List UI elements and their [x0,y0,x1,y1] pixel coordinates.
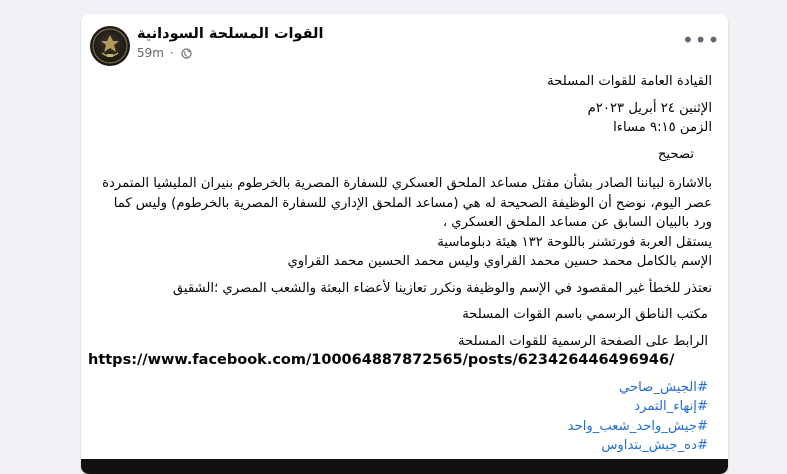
meta-separator: · [169,46,174,60]
page-avatar[interactable] [90,26,130,66]
post-card [81,14,728,474]
post-line: ورد بالبيان السابق عن مساعد الملحق العسكري ، [442,215,712,230]
post-body [88,72,712,456]
post-time[interactable]: 59m [137,46,164,60]
more-options-icon[interactable]: ••• [682,28,721,52]
post-line: الرابط على الصفحة الرسمية للقوات المسلحة [457,333,708,349]
post-meta [137,46,192,62]
post-line: عصر اليوم، نوضح أن الوظيفة الصحيحة له هي (مساعد الملحق الإداري للسفارة المصرية بالخرطوم) وليس كما [113,195,712,211]
post-line: الزمن ٩:١٥ مساءا [613,120,712,135]
army-emblem-icon [90,26,130,66]
post-line: مكتب الناطق الرسمي باسم القوات المسلحة [462,307,708,322]
post-line: الإثنين ٢٤ أبريل ٢٠٢٣م [587,100,712,116]
post-line: القيادة العامة للقوات المسلحة [547,74,712,89]
globe-icon[interactable] [181,48,192,62]
page-name[interactable]: القوات المسلحة السودانية [137,26,324,42]
post-header [81,14,728,72]
post-line: يستقل العربة فورتشنر باللوحة ١٣٢ هيئة دبلوماسية [437,234,712,250]
post-line: نعتذر للخطأ غير المقصود في الإسم والوظيفة ونكرر تعازينا لأعضاء البعثة والشعب المصري ؛الشقيق [172,280,712,296]
post-link[interactable]: https://www.facebook.com/100064887872565/posts/623426446496946/ [88,352,675,368]
post-line: الإسم بالكامل محمد حسين محمد القراوي وليس محمد الحسين محمد القراوي [287,254,712,269]
hashtag-link[interactable]: #ده_جيش_بتداوس [601,438,708,453]
hashtag-link[interactable]: #جيش_واحد_شعب_واحد [567,418,708,434]
hashtag-link[interactable]: #إنهاء_التمرد [634,399,708,414]
post-line: بالاشارة لبياننا الصادر بشأن مقتل مساعد الملحق العسكري للسفارة المصرية بالخرطوم بنيران المليشيا المتمردة [102,176,712,191]
post-image-edge [81,459,728,474]
hashtag-link[interactable]: #الجيش_صاحي [619,379,708,395]
post-line: تصحيح [657,146,694,162]
